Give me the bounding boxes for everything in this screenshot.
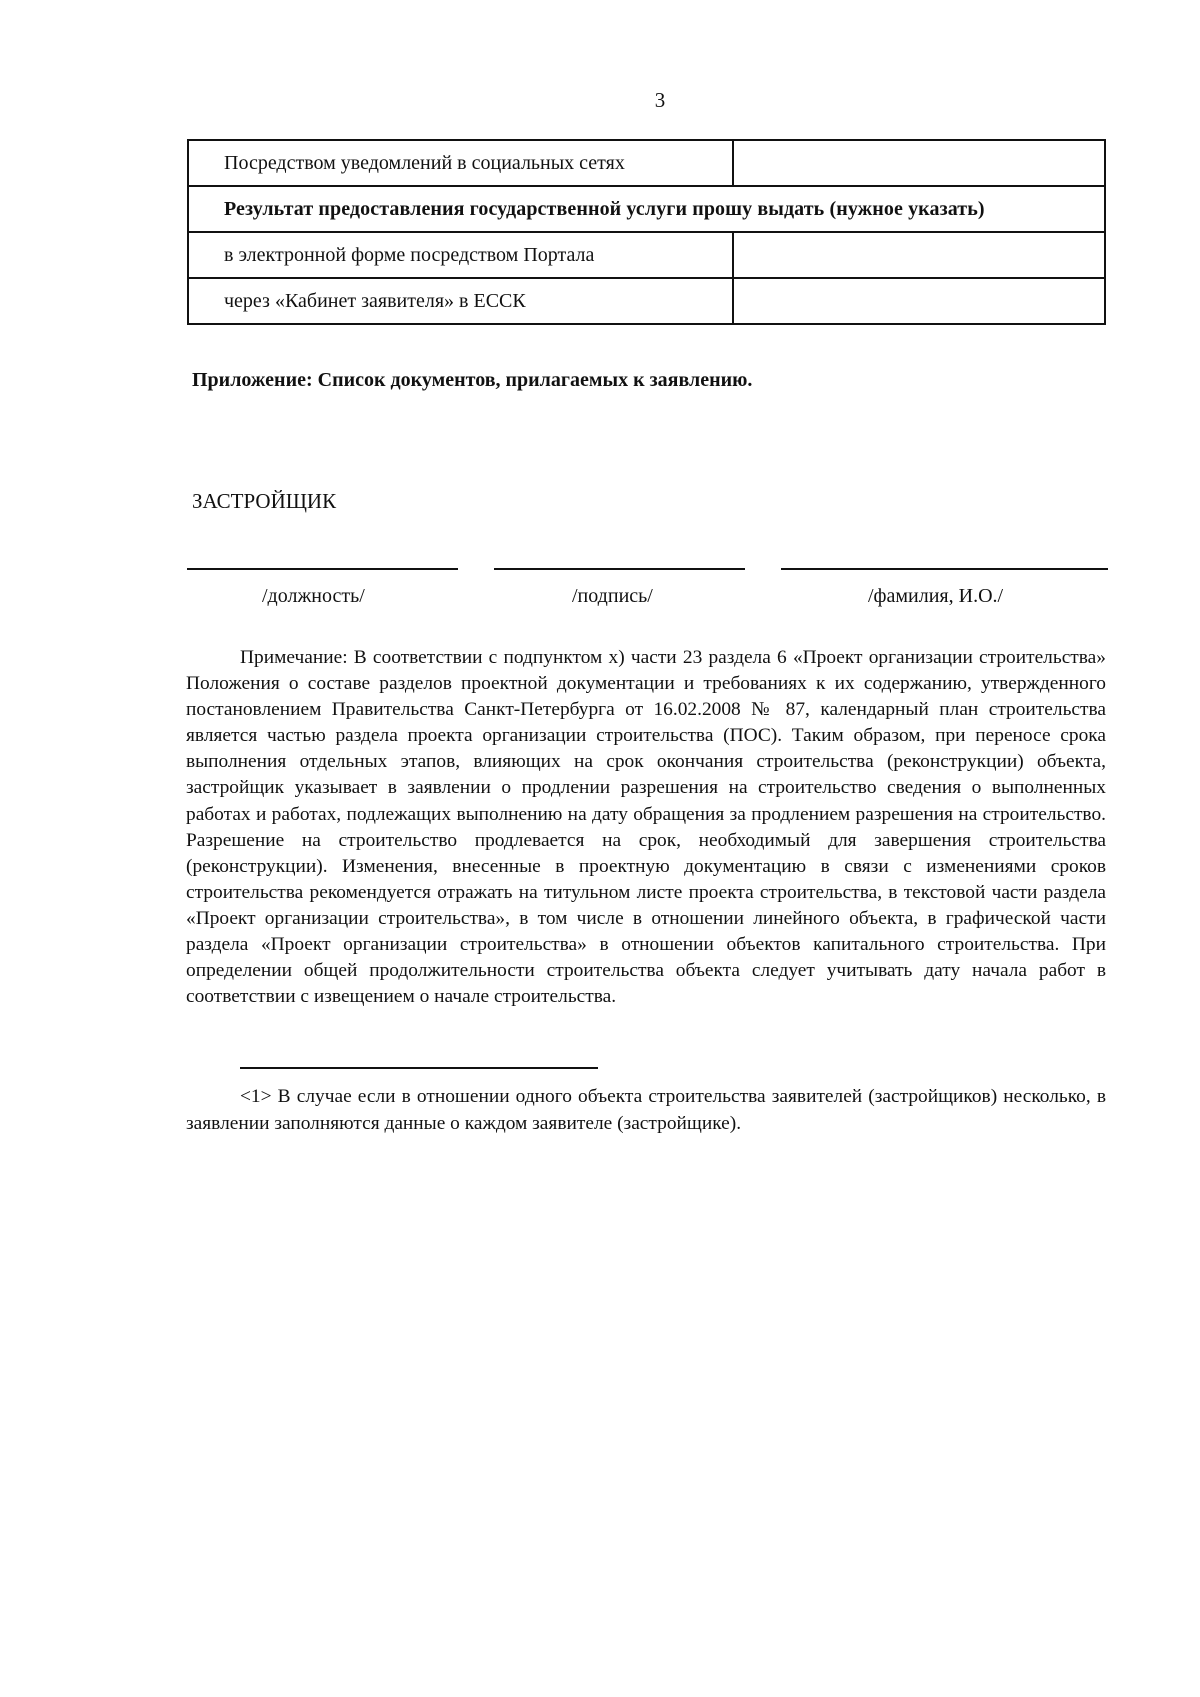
table-row	[188, 140, 1105, 186]
option-checkbox-social-networks[interactable]	[733, 140, 1105, 186]
delivery-options-table	[187, 139, 1106, 325]
result-delivery-header: Результат предоставления государственной услуги прошу выдать (нужное указать)	[188, 186, 1105, 232]
position-signature-line[interactable]	[187, 568, 458, 570]
option-label-applicant-cabinet: через «Кабинет заявителя» в ЕССК	[188, 278, 733, 324]
table-row	[188, 186, 1105, 232]
developer-label: ЗАСТРОЙЩИК	[192, 489, 337, 513]
option-label-portal: в электронной форме посредством Портала	[188, 232, 733, 278]
note-paragraph: Примечание: В соответствии с подпунктом х) части 23 раздела 6 «Проект организации строительства» Положения о составе разделов проектной документации и требованиях к их содержанию, утвержденного постановлением Правительства Санкт-Петербурга от 16.02.2008 № 87, календарный план строительства является частью раздела проекта организации строительства (ПОС). Таким образом, при переносе срока выполнения отдельных этапов, влияющих на срок окончания строительства (реконструкции) объекта, застройщик указывает в заявлении о продлении разрешения на строительство сведения о выполненных работах и работах, подлежащих выполнению на дату обращения за продлением разрешения на строительство. Разрешение на строительство продлевается на срок, необходимый для завершения строительства (реконструкции). Изменения, внесенные в проектную документацию в связи с изменениями сроков строительства рекомендуется отражать на титульном листе проекта строительства, в текстовой части раздела «Проект организации строительства», в том числе в отношении линейного объекта, в графической части раздела «Проект организации строительства» в отношении объектов капитального строительства. При определении общей продолжительности строительства объекта следует учитывать дату начала работ в соответствии с извещением о начале строительства.	[186, 647, 1106, 1008]
table-row	[188, 278, 1105, 324]
name-signature-line[interactable]	[781, 568, 1108, 570]
footnote-text: <1> В случае если в отношении одного объекта строительства заявителей (застройщиков) несколько, в заявлении заполняются данные о каждом заявителе (застройщике).	[186, 1086, 1106, 1134]
option-checkbox-portal[interactable]	[733, 232, 1105, 278]
page-number: 3	[654, 88, 666, 112]
option-checkbox-applicant-cabinet[interactable]	[733, 278, 1105, 324]
footnote-separator	[240, 1067, 598, 1069]
signature-caption: /подпись/	[572, 585, 653, 607]
name-caption: /фамилия, И.О./	[868, 585, 1004, 607]
position-caption: /должность/	[262, 585, 365, 607]
table-row	[188, 232, 1105, 278]
option-label-social-networks: Посредством уведомлений в социальных сетях	[188, 140, 733, 186]
appendix-heading: Приложение: Список документов, прилагаемых к заявлению.	[192, 369, 753, 391]
signature-line[interactable]	[494, 568, 745, 570]
